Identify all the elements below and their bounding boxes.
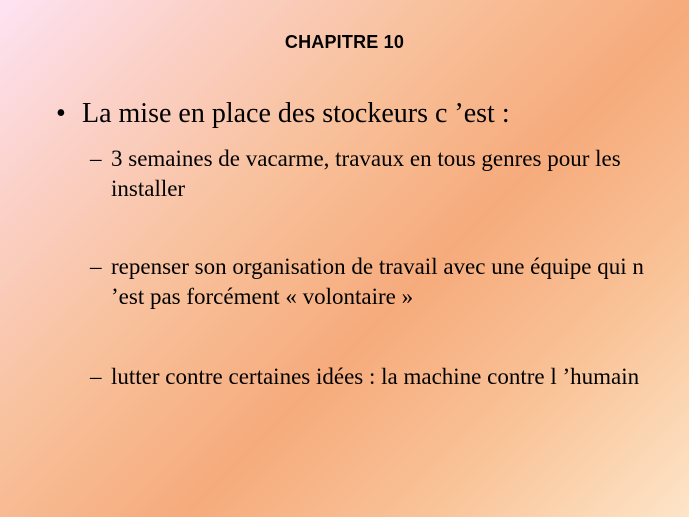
dash-icon: – xyxy=(90,254,102,279)
main-bullet-point xyxy=(56,98,656,130)
sub-point-1 xyxy=(90,144,650,204)
main-bullet-text: La mise en place des stockeurs c ’est : xyxy=(82,98,510,129)
sub-point-text: 3 semaines de vacarme, travaux en tous genres pour les installer xyxy=(111,146,621,201)
bullet-icon: • xyxy=(56,98,66,129)
dash-icon: – xyxy=(90,364,102,389)
dash-icon: – xyxy=(90,146,102,171)
sub-point-text: lutter contre certaines idées : la machine contre l ’humain xyxy=(111,364,640,389)
sub-point-3 xyxy=(90,362,650,392)
slide-title: CHAPITRE 10 xyxy=(284,32,405,52)
sub-point-2 xyxy=(90,252,650,312)
sub-point-text: repenser son organisation de travail avec une équipe qui n ’est pas forcément « volontaire » xyxy=(111,254,644,309)
